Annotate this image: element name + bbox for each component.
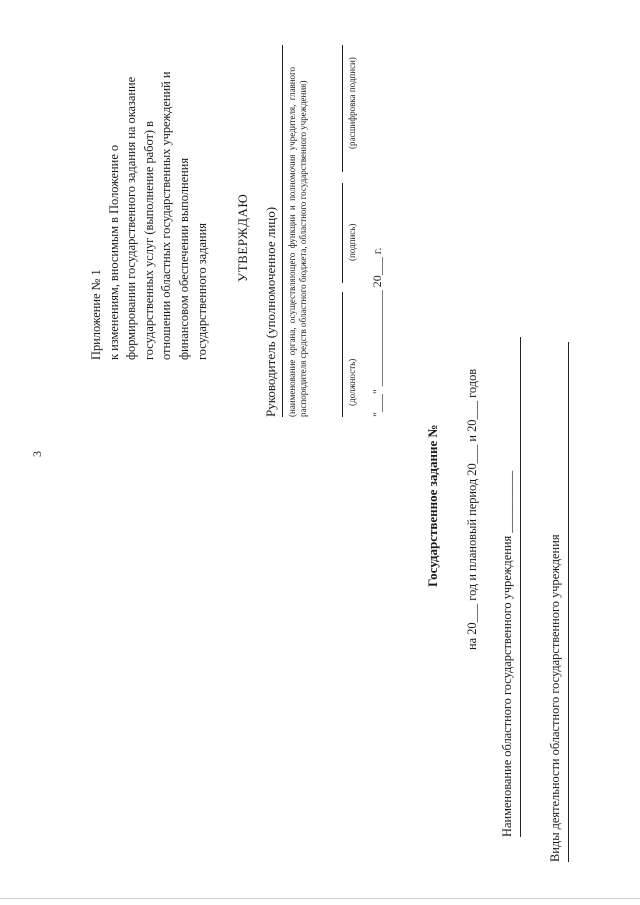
institution-name-line bbox=[520, 337, 521, 837]
description-top-line bbox=[282, 45, 283, 417]
approval-date: "___" ________________ 20___ г. bbox=[370, 247, 384, 417]
activity-types-label: Виды деятельности областного государственного учреждения bbox=[548, 534, 562, 862]
assignment-period: на 20___ год и плановый период 20___ и 20___ годов bbox=[465, 368, 479, 650]
assignment-title: Государственное задание № bbox=[425, 424, 440, 587]
scan-edge-line bbox=[0, 898, 640, 899]
signature-line bbox=[342, 183, 343, 283]
organ-description: (наименование органа, осуществляющего функции и полномочия учредителя, главного распорядителя средств областного бюджета, областного государственного учреждения) bbox=[287, 67, 308, 417]
appendix-line: финансовом обеспечении выполнения bbox=[176, 157, 191, 360]
appendix-line: отношении областных государственных учреждений и bbox=[159, 71, 174, 360]
appendix-line: формировании государственного задания на оказание bbox=[124, 76, 139, 360]
page-number: 3 bbox=[30, 451, 44, 457]
appendix-line: государственного задания bbox=[194, 223, 209, 360]
appendix-line: к изменениям, вносимым в Положение о bbox=[106, 144, 121, 360]
appendix-line: государственных услуг (выполнение работ) в bbox=[141, 120, 156, 360]
head-title: Руководитель (уполномоченное лицо) bbox=[263, 206, 278, 417]
appendix-line: Приложение № 1 bbox=[89, 269, 103, 360]
activity-types-line bbox=[568, 342, 569, 862]
signature-label: (подпись) bbox=[347, 223, 357, 261]
position-label: (должность) bbox=[347, 358, 357, 406]
position-line bbox=[342, 292, 343, 417]
appendix-block bbox=[88, 71, 211, 360]
institution-name-label: Наименование областного государственного учреждения __________ bbox=[500, 470, 514, 837]
decode-line bbox=[342, 45, 343, 172]
decode-label: (расшифровка подписи) bbox=[347, 57, 357, 149]
approve-title: УТВЕРЖДАЮ bbox=[235, 193, 250, 282]
